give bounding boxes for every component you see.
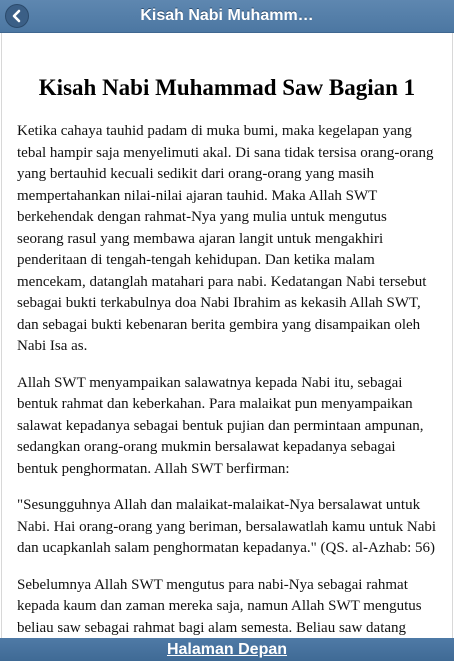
article-title: Kisah Nabi Muhammad Saw Bagian 1 xyxy=(38,75,416,100)
article-scroll-area[interactable] xyxy=(17,74,437,638)
article-paragraph: Allah SWT menyampaikan salawatnya kepada Nabi itu, sebagai bentuk rahmat dan keberkahan. Para malaikat pun menyampaikan salawat kepadanya sebagai bentuk pujian dan permintaan ampunan, sedangkan orang-orang mukmin bersalawat kepadanya sebagai bentuk penghormatan. Allah SWT berfirman: xyxy=(17,374,424,477)
article-paragraph: Ketika cahaya tauhid padam di muka bumi, maka kegelapan yang tebal hampir saja menyelimuti akal. Di sana tidak tersisa orang-orang yang bertauhid kecuali sedikit dari orang-orang yang masih mempertahankan nilai-nilai ajaran tauhid. Maka Allah SWT berkehendak dengan rahmat-Nya yang mulia untuk mengutus seorang rasul yang membawa ajaran langit untuk mengakhiri penderitaan di tengah-tengah kehidupan. Dan ketika malam mencekam, datanglah matahari para nabi. Kedatangan Nabi tersebut sebagai bukti terkabulnya doa Nabi Ibrahim as kekasih Allah SWT, dan sebagai bukti kebenaran berita gembira yang disampaikan oleh Nabi Isa as. xyxy=(17,123,434,354)
article-paragraph: "Sesungguhnya Allah dan malaikat-malaikat-Nya bersalawat untuk Nabi. Hai orang-orang yang beriman, bersalawatlah kamu untuk Nabi dan ucapkanlah salam penghormatan kepadanya." (QS. al-Azhab: 56) xyxy=(17,497,437,556)
article-paragraph: Sebelumnya Allah SWT mengutus para nabi-Nya sebagai rahmat kepada kaum dan zaman mereka saja, namun Allah SWT mengutus beliau saw sebagai rahmat bagi alam semesta. Beliau saw datang xyxy=(17,576,422,636)
article-body xyxy=(17,121,437,638)
header-bar xyxy=(0,0,454,33)
page-title: Kisah Nabi Muhamm… xyxy=(140,7,314,24)
footer-bar xyxy=(0,638,454,661)
home-link[interactable]: Halaman Depan xyxy=(166,641,288,658)
